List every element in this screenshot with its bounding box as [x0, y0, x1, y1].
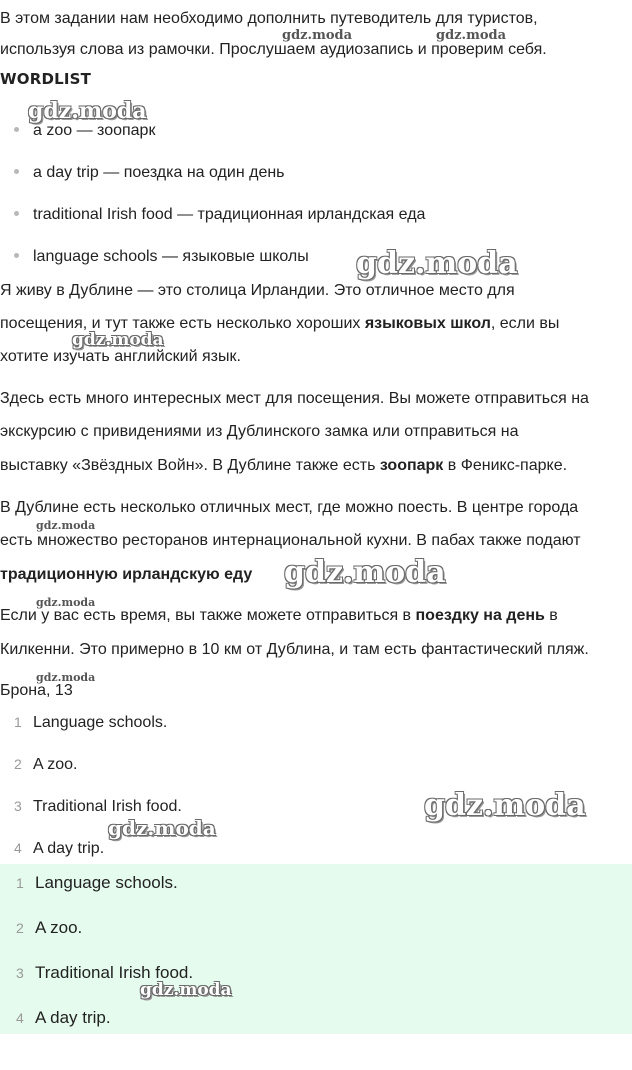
answer-highlight: поездку на день [415, 607, 545, 624]
answer-highlight: зоопарк [379, 457, 444, 474]
watermark: gdz.moda [424, 788, 586, 823]
intro-line-2: используя слова из рамочки. Прослушаем аудиозапись и проверим себя. [0, 41, 547, 58]
text-line: выставку «Звёздных Войн». В Дублине также есть зоопарк в Феникс-парке. [0, 457, 568, 474]
wordlist-title: WORDLIST [0, 70, 92, 88]
highlighted-answer-item: 1 Language schools. [16, 873, 178, 892]
bullet-icon [14, 127, 19, 132]
text-line: Если у вас есть время, вы также можете отправиться в поездку на день в [0, 607, 558, 624]
text-line: В Дублине есть несколько отличных мест, где можно поесть. В центре города [0, 499, 579, 516]
bullet-icon [14, 253, 19, 258]
watermark: gdz.moda [282, 28, 353, 43]
signature: Брона, 13 [0, 682, 73, 699]
watermark: gdz.moda [72, 330, 164, 350]
answer-item: 3 Traditional Irish food. [14, 798, 182, 815]
answer-item: 2 A zoo. [14, 756, 78, 773]
wordlist-item: a day trip — поездка на один день [14, 164, 285, 182]
answer-highlight: традиционную ирландскую еду [0, 566, 253, 583]
text-line: посещения, и тут также есть несколько хороших языковых школ, если вы [0, 315, 560, 332]
watermark: gdz.moda [36, 519, 96, 532]
answer-item: 4 A day trip. [14, 840, 105, 857]
watermark: gdz.moda [284, 555, 446, 590]
wordlist-item: language schools — языковые школы [14, 248, 309, 266]
text-line: экскурсию с привидениями из Дублинского замка или отправиться на [0, 423, 519, 440]
text-line: Килкенни. Это примерно в 10 км от Дублина, и там есть фантастический пляж. [0, 641, 589, 658]
bullet-icon [14, 211, 19, 216]
bullet-icon [14, 169, 19, 174]
watermark: gdz.moda [36, 596, 96, 609]
text-line: хотите изучать английский язык. [0, 348, 241, 365]
intro-line-1: В этом задании нам необходимо дополнить путеводитель для туристов, [0, 10, 538, 27]
watermark: gdz.moda [436, 28, 507, 43]
answer-highlight: языковых школ [364, 315, 491, 332]
watermark: gdz.moda [108, 816, 216, 840]
highlighted-answer-item: 2 A zoo. [16, 918, 83, 937]
answer-item: 1 Language schools. [14, 714, 168, 731]
wordlist-item: a zoo — зоопарк [14, 122, 155, 140]
watermark: gdz.moda [36, 671, 96, 684]
text-line: Здесь есть много интересных мест для посещения. Вы можете отправиться на [0, 390, 589, 407]
highlighted-answer-item: 4 A day trip. [16, 1008, 111, 1027]
text-line [0, 558, 628, 591]
text-line: Я живу в Дублине — это столица Ирландии. Это отличное место для [0, 282, 515, 299]
wordlist-item: traditional Irish food — традиционная ирландская еда [14, 206, 425, 224]
watermark: gdz.moda [28, 98, 147, 124]
text-line: есть множество ресторанов интернациональной кухни. В пабах также подают [0, 532, 581, 549]
watermark: gdz.moda [140, 980, 232, 1000]
watermark: gdz.moda [356, 246, 518, 281]
highlighted-answer-item: 3 Traditional Irish food. [16, 963, 194, 982]
